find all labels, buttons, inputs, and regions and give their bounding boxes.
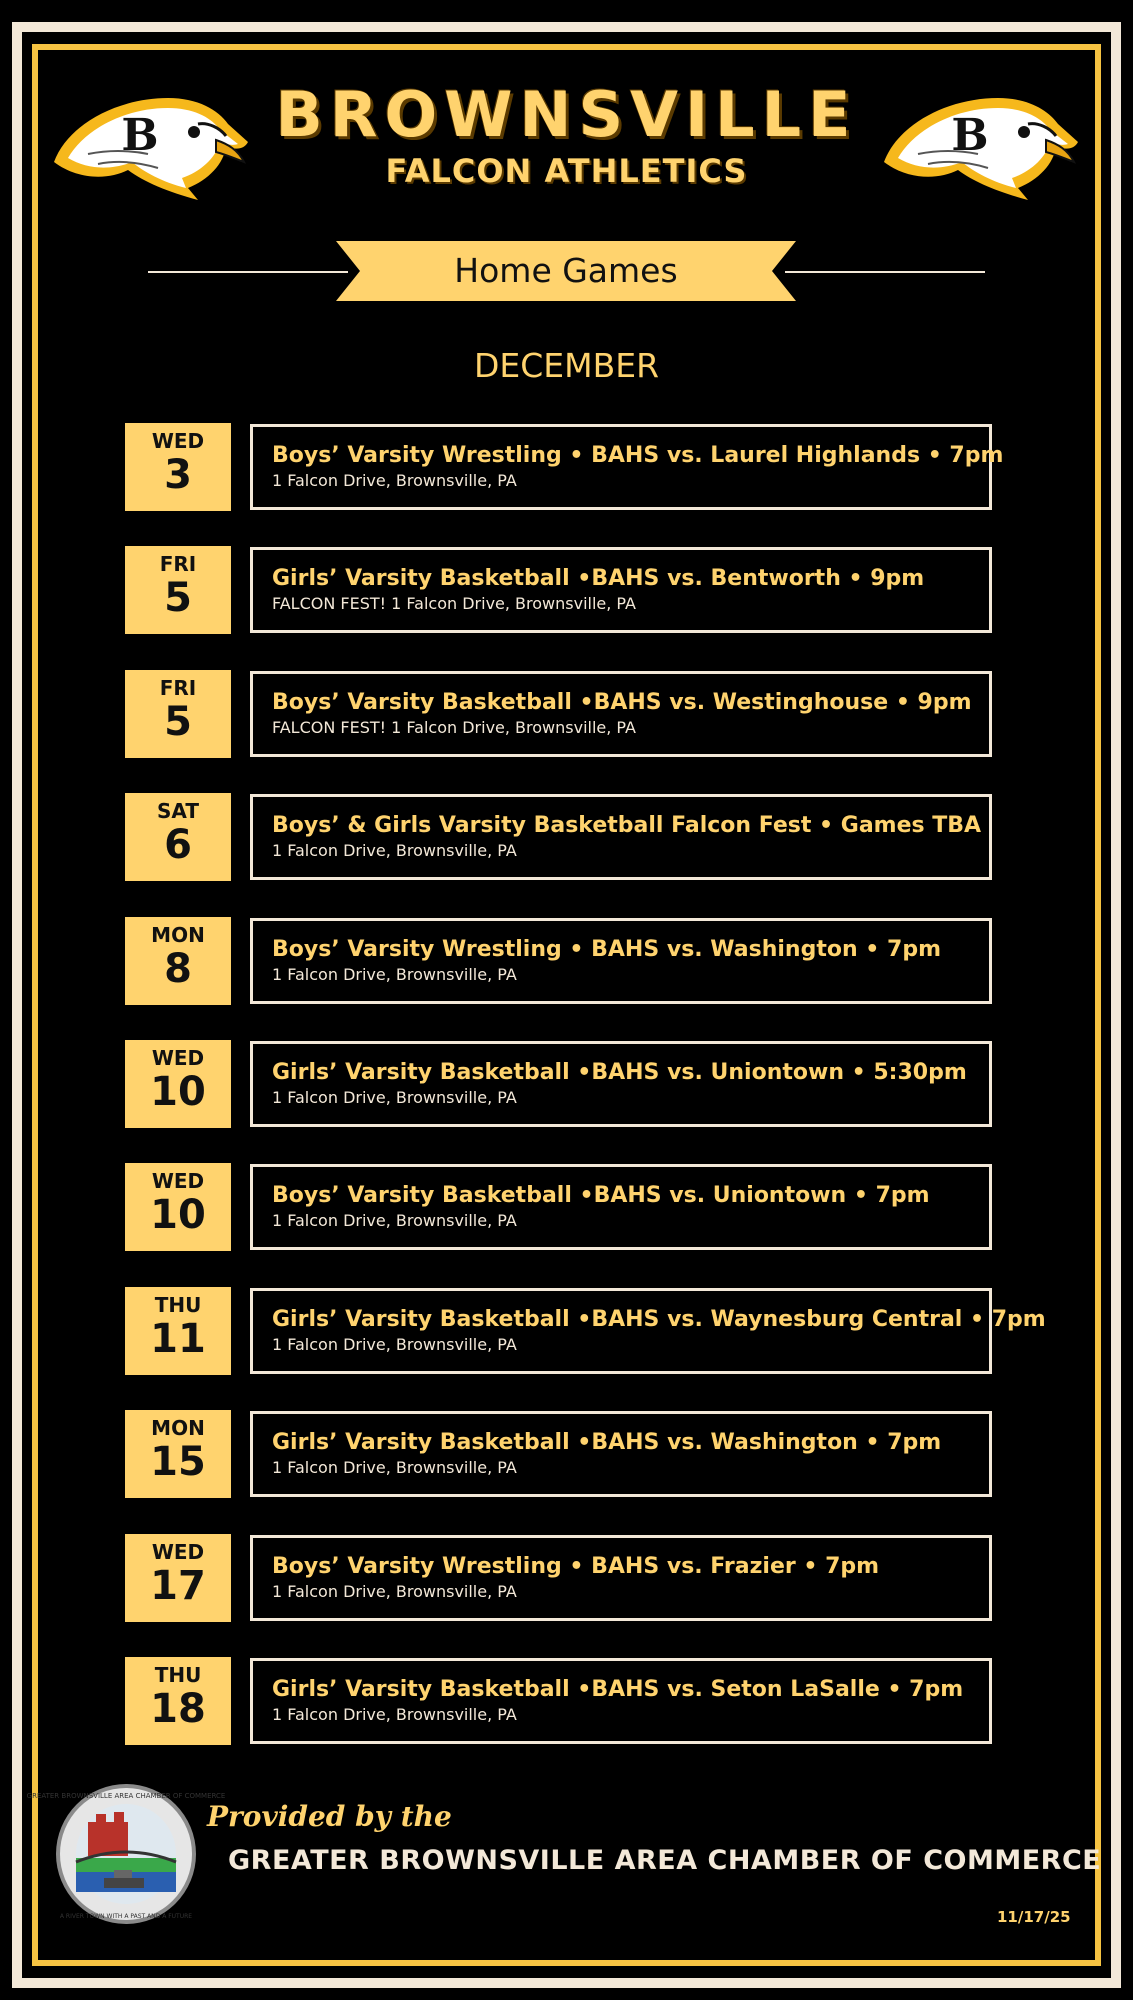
event-row xyxy=(0,423,1133,511)
event-day: 15 xyxy=(150,1439,206,1485)
event-weekday: THU xyxy=(154,1663,202,1687)
event-title: Boys’ Varsity Wrestling • BAHS vs. Washington • 7pm xyxy=(272,937,941,962)
provided-by-text: Provided by the xyxy=(207,1800,452,1833)
event-title: Boys’ Varsity Basketball •BAHS vs. Westinghouse • 9pm xyxy=(272,690,972,715)
event-title: Girls’ Varsity Basketball •BAHS vs. Bentworth • 9pm xyxy=(272,566,925,591)
chamber-name: GREATER BROWNSVILLE AREA CHAMBER OF COMMERCE xyxy=(228,1845,1102,1876)
date-stamp: 11/17/25 xyxy=(997,1908,1071,1926)
event-weekday: FRI xyxy=(159,676,197,700)
event-title: Boys’ Varsity Wrestling • BAHS vs. Frazier • 7pm xyxy=(272,1554,880,1579)
event-title: Girls’ Varsity Basketball •BAHS vs. Uniontown • 5:30pm xyxy=(272,1060,967,1085)
event-date-box xyxy=(125,1040,231,1128)
event-day: 3 xyxy=(164,452,192,498)
event-title: Boys’ & Girls Varsity Basketball Falcon Fest • Games TBA xyxy=(272,813,982,838)
event-location: 1 Falcon Drive, Brownsville, PA xyxy=(272,1335,517,1354)
event-date-box xyxy=(125,1163,231,1251)
event-day: 17 xyxy=(150,1563,206,1609)
event-weekday: MON xyxy=(151,923,205,947)
event-row xyxy=(0,1287,1133,1375)
event-day: 6 xyxy=(164,822,192,868)
event-info-box xyxy=(250,794,992,880)
event-date-box xyxy=(125,546,231,634)
event-location: 1 Falcon Drive, Brownsville, PA xyxy=(272,1211,517,1230)
event-info-box xyxy=(250,1288,1046,1374)
event-title: Girls’ Varsity Basketball •BAHS vs. Waynesburg Central • 7pm xyxy=(272,1307,1046,1332)
event-row xyxy=(0,1163,1133,1251)
event-location: 1 Falcon Drive, Brownsville, PA xyxy=(272,1582,517,1601)
event-row xyxy=(0,917,1133,1005)
event-date-box xyxy=(125,1410,231,1498)
month-heading: DECEMBER xyxy=(473,346,660,385)
event-location: 1 Falcon Drive, Brownsville, PA xyxy=(272,1458,517,1477)
svg-text:GREATER BROWNSVILLE AREA CHAMB: GREATER BROWNSVILLE AREA CHAMBER OF COMMERCE xyxy=(26,1792,226,1800)
svg-text:B: B xyxy=(121,110,159,161)
home-games-banner xyxy=(336,241,796,301)
event-weekday: WED xyxy=(151,429,205,453)
event-day: 10 xyxy=(150,1192,206,1238)
event-date-box xyxy=(125,793,231,881)
event-date-box xyxy=(125,670,231,758)
event-row xyxy=(0,1657,1133,1745)
event-title: Boys’ Varsity Basketball •BAHS vs. Uniontown • 7pm xyxy=(272,1183,930,1208)
svg-text:A RIVER TOWN WITH A PAST AND A: A RIVER TOWN WITH A PAST AND A FUTURE xyxy=(59,1913,193,1920)
event-date-box xyxy=(125,917,231,1005)
page-subtitle: FALCON ATHLETICS xyxy=(385,152,748,190)
banner-divider-left xyxy=(148,271,348,273)
event-info-box xyxy=(250,547,992,633)
event-info-box xyxy=(250,424,1004,510)
event-row xyxy=(0,670,1133,758)
event-date-box xyxy=(125,1287,231,1375)
event-weekday: WED xyxy=(151,1169,205,1193)
event-weekday: THU xyxy=(154,1293,202,1317)
event-weekday: MON xyxy=(151,1416,205,1440)
event-row xyxy=(0,793,1133,881)
event-location: 1 Falcon Drive, Brownsville, PA xyxy=(272,841,517,860)
event-location: 1 Falcon Drive, Brownsville, PA xyxy=(272,1088,517,1107)
event-row xyxy=(0,1534,1133,1622)
chamber-seal xyxy=(26,1782,226,1926)
event-info-box xyxy=(250,1658,992,1744)
svg-text:B: B xyxy=(951,110,989,161)
event-weekday: WED xyxy=(151,1046,205,1070)
event-info-box xyxy=(250,1411,992,1497)
event-info-box xyxy=(250,918,992,1004)
event-day: 11 xyxy=(150,1316,206,1362)
event-day: 5 xyxy=(164,575,192,621)
event-day: 10 xyxy=(150,1069,206,1115)
event-day: 5 xyxy=(164,699,192,745)
event-day: 8 xyxy=(164,946,192,992)
event-weekday: WED xyxy=(151,1540,205,1564)
event-date-box xyxy=(125,423,231,511)
event-location: 1 Falcon Drive, Brownsville, PA xyxy=(272,471,517,490)
event-info-box xyxy=(250,1041,992,1127)
event-weekday: SAT xyxy=(157,799,199,823)
event-title: Girls’ Varsity Basketball •BAHS vs. Washington • 7pm xyxy=(272,1430,942,1455)
event-info-box xyxy=(250,1535,992,1621)
event-info-box xyxy=(250,1164,992,1250)
event-title: Boys’ Varsity Wrestling • BAHS vs. Laurel Highlands • 7pm xyxy=(272,443,1004,468)
banner-divider-right xyxy=(785,271,985,273)
event-location: 1 Falcon Drive, Brownsville, PA xyxy=(272,965,517,984)
event-row xyxy=(0,1410,1133,1498)
banner-label: Home Games xyxy=(454,251,678,290)
event-weekday: FRI xyxy=(159,552,197,576)
event-title: Girls’ Varsity Basketball •BAHS vs. Seton LaSalle • 7pm xyxy=(272,1677,964,1702)
event-row xyxy=(0,546,1133,634)
event-date-box xyxy=(125,1657,231,1745)
event-date-box xyxy=(125,1534,231,1622)
event-info-box xyxy=(250,671,992,757)
event-day: 18 xyxy=(150,1686,206,1732)
page-title: BROWNSVILLE xyxy=(275,78,858,151)
event-location: FALCON FEST! 1 Falcon Drive, Brownsville, PA xyxy=(272,594,636,613)
event-location: 1 Falcon Drive, Brownsville, PA xyxy=(272,1705,517,1724)
event-row xyxy=(0,1040,1133,1128)
event-location: FALCON FEST! 1 Falcon Drive, Brownsville, PA xyxy=(272,718,636,737)
